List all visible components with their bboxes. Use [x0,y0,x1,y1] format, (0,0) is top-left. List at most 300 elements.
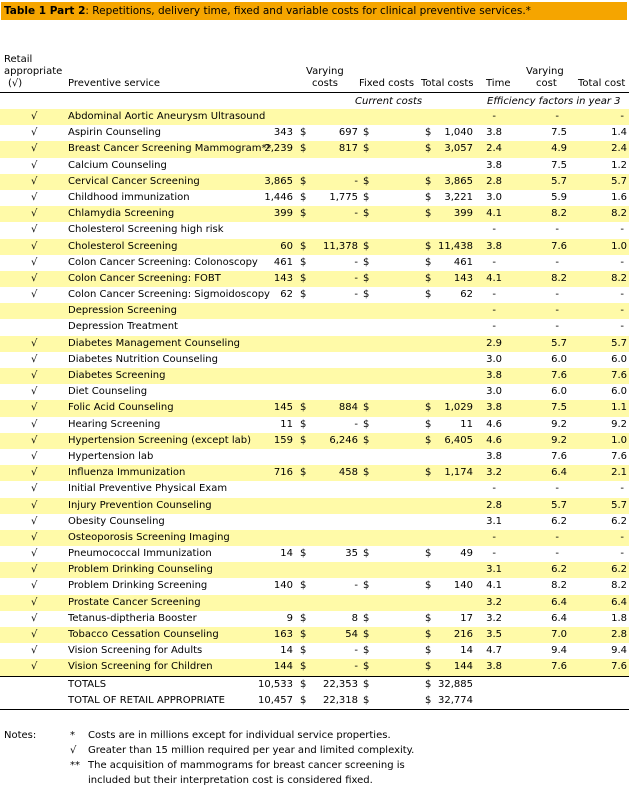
time-factor: - [492,256,496,268]
notes-label: Notes: [4,730,37,741]
total-cost-factor: 6.2 [611,564,627,576]
table-row [0,417,629,433]
note-text: Costs are in millions except for individual service properties. [88,730,391,741]
varying-currency: $ [300,191,307,203]
total-cost-factor: 8.2 [611,580,627,592]
varying-costs: 2,239 [264,143,293,155]
totals-row [0,676,629,693]
total-costs: 143 [453,272,473,284]
varying-costs: 3,865 [264,175,293,187]
time-factor: - [492,483,496,495]
table-row [0,595,629,611]
total-currency: $ [425,434,432,446]
time-factor: 2.9 [486,337,502,349]
retail-check: √ [31,580,38,592]
note-symbol: * [70,730,75,741]
total-cost-factor: 1.4 [611,127,627,139]
service-name: Aspirin Counseling [68,127,161,139]
retail-check: √ [31,289,38,301]
header-fixed-costs: Fixed costs [359,78,415,89]
fixed-currency: $ [363,629,370,640]
total-currency: $ [425,548,432,560]
time-factor: 3.8 [486,159,502,171]
varying-currency: $ [300,402,307,414]
service-name: Cholesterol Screening high risk [68,224,224,236]
time-factor: - [492,111,496,122]
fixed-currency: $ [363,580,370,592]
total-costs: 461 [453,256,473,268]
fixed-costs: - [354,418,358,430]
time-factor: - [492,224,496,236]
varying-cost-factor: 7.5 [551,402,567,414]
table-row [0,190,629,206]
varying-currency: $ [300,434,307,446]
retail-check: √ [31,370,38,381]
table-row [0,530,629,546]
retail-check: √ [31,191,38,203]
note-symbol: ** [70,760,80,771]
varying-costs: 163 [273,629,293,640]
service-name: Folic Acid Counseling [68,402,174,414]
fixed-currency: $ [363,418,370,430]
fixed-costs: - [354,256,358,268]
fixed-currency: $ [363,127,370,139]
varying-cost-factor: 5.7 [551,175,567,187]
varying-cost-factor: 9.2 [551,418,567,430]
total-cost-factor: - [620,548,624,560]
total-currency: $ [425,272,432,284]
total-cost-factor: 7.6 [611,661,627,673]
table-body [0,109,629,710]
varying-cost-factor: 6.2 [551,515,567,527]
total-currency: $ [425,402,432,414]
total-cost-factor: - [620,256,624,268]
service-name: Colon Cancer Screening: FOBT [68,272,221,284]
total-cost-factor: 6.4 [611,596,627,608]
varying-costs: 11 [280,418,293,430]
fixed-currency: $ [363,678,370,690]
varying-currency: $ [300,694,307,706]
time-factor: - [492,531,496,543]
varying-cost-factor: 7.6 [551,240,567,252]
header-varying-cost-line2: cost [536,78,557,89]
total-cost-factor: - [620,321,624,333]
varying-costs: 159 [273,434,293,446]
fixed-currency: $ [363,694,370,706]
table-row [0,255,629,271]
total-cost-factor: 5.7 [611,175,627,187]
varying-currency: $ [300,418,307,430]
time-factor: 3.0 [486,353,502,365]
fixed-costs: 817 [338,143,358,155]
service-name: Problem Drinking Counseling [68,564,213,576]
service-name: Colon Cancer Screening: Sigmoidoscopy [68,289,270,301]
fixed-currency: $ [363,645,370,657]
total-costs: 17 [460,612,473,624]
retail-check: √ [31,337,38,349]
varying-cost-factor: 8.2 [551,580,567,592]
varying-cost-factor: - [555,111,559,122]
varying-cost-factor: 8.2 [551,272,567,284]
service-name: Hypertension Screening (except lab) [68,434,251,446]
varying-cost-factor: 9.2 [551,434,567,446]
varying-cost-factor: - [555,224,559,236]
retail-check: √ [31,596,38,608]
fixed-currency: $ [363,434,370,446]
varying-cost-factor: - [555,321,559,333]
table-row [0,206,629,222]
total-cost-factor: 1.0 [611,240,627,252]
fixed-costs: 35 [345,548,358,560]
retail-check: √ [31,353,38,365]
varying-costs: 10,457 [258,694,293,706]
table-row [0,546,629,562]
time-factor: 2.8 [486,175,502,187]
varying-currency: $ [300,548,307,560]
varying-currency: $ [300,127,307,139]
header-service: Preventive service [68,78,161,89]
varying-cost-factor: 7.6 [551,370,567,381]
varying-cost-factor: 6.0 [551,386,567,398]
note-text: The acquisition of mammograms for breast cancer screening is [88,760,405,771]
fixed-costs: - [354,289,358,301]
total-currency: $ [425,208,432,220]
varying-cost-factor: 6.2 [551,564,567,576]
retail-check: √ [31,612,38,624]
time-factor: 3.2 [486,467,502,479]
varying-cost-factor: - [555,305,559,317]
varying-currency: $ [300,678,307,690]
fixed-costs: 1,775 [329,191,358,203]
note-text: included but their interpretation cost is considered fixed. [88,775,373,786]
table-row [0,303,629,319]
service-name: Pneumococcal Immunization [68,548,212,560]
time-factor: 3.8 [486,127,502,139]
fixed-costs: - [354,661,358,673]
total-cost-factor: - [620,111,624,122]
table-row [0,239,629,255]
time-factor: 3.8 [486,661,502,673]
totals-label: TOTAL OF RETAIL APPROPRIATE [68,694,225,706]
totals-row [0,693,629,709]
fixed-currency: $ [363,240,370,252]
table-row [0,287,629,303]
varying-cost-factor: 6.4 [551,596,567,608]
total-costs: 6,405 [444,434,473,446]
total-costs: 1,174 [444,467,473,479]
header-total-costs: Total costs [421,78,474,89]
note-symbol: √ [70,745,77,756]
header-retail-line1: Retail [4,54,33,65]
table-row [0,562,629,578]
varying-cost-factor: 5.9 [551,191,567,203]
time-factor: 2.8 [486,499,502,511]
time-factor: 3.8 [486,240,502,252]
total-costs: 140 [453,580,473,592]
service-name: Abdominal Aortic Aneurysm Ultrasound [68,111,266,122]
fixed-currency: $ [363,402,370,414]
retail-check: √ [31,224,38,236]
table-row [0,222,629,238]
service-name: Diabetes Screening [68,370,166,381]
retail-check: √ [31,645,38,657]
retail-check: √ [31,661,38,673]
retail-check: √ [31,386,38,398]
service-name: Vision Screening for Children [68,661,213,673]
service-name: Osteoporosis Screening Imaging [68,531,230,543]
service-name: Tobacco Cessation Counseling [68,629,219,640]
total-currency: $ [425,467,432,479]
varying-cost-factor: - [555,289,559,301]
table-title-label: Table 1 Part 2 [4,5,86,17]
fixed-currency: $ [363,272,370,284]
service-name: Diabetes Management Counseling [68,337,241,349]
fixed-costs: 458 [338,467,358,479]
time-factor: 3.0 [486,191,502,203]
varying-currency: $ [300,629,307,640]
time-factor: 3.1 [486,564,502,576]
varying-cost-factor: - [555,548,559,560]
time-factor: 3.8 [486,402,502,414]
total-cost-factor: 8.2 [611,208,627,220]
retail-check: √ [31,418,38,430]
total-cost-factor: 9.2 [611,418,627,430]
fixed-costs: - [354,175,358,187]
service-name: Childhood immunization [68,191,190,203]
retail-check: √ [31,402,38,414]
table-row [0,109,629,125]
service-name: Influenza Immunization [68,467,186,479]
time-factor: 2.4 [486,143,502,155]
total-cost-factor: 6.2 [611,515,627,527]
fixed-costs: - [354,208,358,220]
total-currency: $ [425,256,432,268]
total-currency: $ [425,289,432,301]
service-name: Tetanus-diptheria Booster [68,612,197,624]
varying-cost-factor: 7.0 [551,629,567,640]
fixed-costs: - [354,645,358,657]
note-text: Greater than 15 million required per year and limited complexity. [88,745,415,756]
varying-costs: 62 [280,289,293,301]
header-varying-cost-line1: Varying [526,66,564,77]
total-currency: $ [425,191,432,203]
total-costs: 3,865 [444,175,473,187]
total-costs: 399 [453,208,473,220]
varying-cost-factor: 7.6 [551,450,567,462]
varying-currency: $ [300,467,307,479]
time-factor: - [492,321,496,333]
total-cost-factor: 1.0 [611,434,627,446]
varying-costs: 1,446 [264,191,293,203]
header-time: Time [486,78,511,89]
fixed-currency: $ [363,143,370,155]
varying-currency: $ [300,661,307,673]
total-cost-factor: 8.2 [611,272,627,284]
fixed-currency: $ [363,208,370,220]
table-row [0,433,629,449]
retail-check: √ [31,256,38,268]
total-currency: $ [425,612,432,624]
service-name: Vision Screening for Adults [68,645,203,657]
header-efficiency: Efficiency factors in year 3 [487,96,621,107]
time-factor: 4.1 [486,208,502,220]
varying-costs: 399 [273,208,293,220]
total-cost-factor: 2.4 [611,143,627,155]
retail-check: √ [31,450,38,462]
varying-currency: $ [300,645,307,657]
varying-currency: $ [300,240,307,252]
varying-cost-factor: 5.7 [551,499,567,511]
retail-check: √ [31,159,38,171]
fixed-costs: 8 [351,612,358,624]
fixed-currency: $ [363,467,370,479]
table-row [0,158,629,174]
table-row [0,578,629,594]
retail-check: √ [31,564,38,576]
retail-check: √ [31,240,38,252]
total-currency: $ [425,143,432,155]
total-currency: $ [425,418,432,430]
total-cost-factor: - [620,483,624,495]
service-name: Hypertension lab [68,450,154,462]
table-row [0,611,629,627]
time-factor: - [492,548,496,560]
total-cost-factor: 1.8 [611,612,627,624]
total-cost-factor: 1.1 [611,402,627,414]
retail-check: √ [31,629,38,640]
service-name: Cholesterol Screening [68,240,178,252]
total-costs: 62 [460,289,473,301]
fixed-costs: 884 [338,402,358,414]
service-name: Injury Prevention Counseling [68,499,212,511]
total-cost-factor: 6.0 [611,386,627,398]
table-row [0,449,629,465]
totals-label: TOTALS [68,678,107,690]
total-currency: $ [425,661,432,673]
retail-check: √ [31,548,38,560]
retail-check: √ [31,434,38,446]
table-row [0,125,629,141]
total-costs: 14 [460,645,473,657]
total-costs: 11,438 [438,240,473,252]
varying-currency: $ [300,143,307,155]
service-name: Diet Counseling [68,386,148,398]
time-factor: 3.1 [486,515,502,527]
service-name: Initial Preventive Physical Exam [68,483,228,495]
fixed-costs: 22,318 [323,694,358,706]
header-retail-line3: (√) [8,78,23,89]
total-costs: 216 [453,629,473,640]
table-bottom-border [0,709,629,710]
time-factor: 4.1 [486,272,502,284]
time-factor: 3.8 [486,370,502,381]
total-cost-factor: 2.1 [611,467,627,479]
retail-check: √ [31,111,38,122]
table-row [0,498,629,514]
retail-check: √ [31,515,38,527]
table-title [1,2,627,20]
table-row [0,384,629,400]
time-factor: 3.5 [486,629,502,640]
time-factor: 3.0 [486,386,502,398]
fixed-costs: 6,246 [329,434,358,446]
total-currency: $ [425,580,432,592]
fixed-currency: $ [363,256,370,268]
retail-check: √ [31,499,38,511]
time-factor: 4.1 [486,580,502,592]
retail-check: √ [31,127,38,139]
varying-cost-factor: 7.5 [551,159,567,171]
time-factor: 4.7 [486,645,502,657]
table-row [0,643,629,659]
varying-currency: $ [300,272,307,284]
retail-check: √ [31,531,38,543]
total-costs: 1,040 [444,127,473,139]
total-costs: 11 [460,418,473,430]
varying-cost-factor: 5.7 [551,337,567,349]
table-row [0,352,629,368]
varying-costs: 14 [280,645,293,657]
service-name: Prostate Cancer Screening [68,596,201,608]
header-varying-line1: Varying [306,66,344,77]
varying-currency: $ [300,175,307,187]
time-factor: 4.6 [486,418,502,430]
total-cost-factor: - [620,531,624,543]
total-cost-factor: 2.8 [611,629,627,640]
varying-costs: 716 [273,467,293,479]
table-row [0,465,629,481]
fixed-costs: 697 [338,127,358,139]
fixed-costs: 11,378 [323,240,358,252]
total-cost-factor: 7.6 [611,370,627,381]
total-costs: 32,885 [438,678,473,690]
varying-costs: 143 [273,272,293,284]
retail-check: √ [31,467,38,479]
service-name: Cervical Cancer Screening [68,175,200,187]
total-costs: 3,221 [444,191,473,203]
service-name: Colon Cancer Screening: Colonoscopy [68,256,258,268]
service-name: Chlamydia Screening [68,208,175,220]
total-currency: $ [425,240,432,252]
total-currency: $ [425,645,432,657]
fixed-costs: - [354,580,358,592]
table-row [0,141,629,157]
fixed-costs: 22,353 [323,678,358,690]
service-name: Depression Screening [68,305,177,317]
service-name: Breast Cancer Screening Mammogram** [68,143,272,155]
table-row [0,174,629,190]
varying-currency: $ [300,208,307,220]
retail-check: √ [31,483,38,495]
total-cost-factor: 9.4 [611,645,627,657]
table-row [0,368,629,384]
varying-currency: $ [300,289,307,301]
header-current-costs: Current costs [355,96,423,107]
table-row [0,271,629,287]
header-retail-line2: appropriate [4,66,63,77]
varying-currency: $ [300,580,307,592]
varying-costs: 60 [280,240,293,252]
retail-check: √ [31,143,38,155]
time-factor: 3.2 [486,596,502,608]
table-row [0,627,629,643]
header-total-cost: Total cost [578,78,626,89]
varying-cost-factor: - [555,483,559,495]
retail-check: √ [31,272,38,284]
total-costs: 144 [453,661,473,673]
varying-costs: 343 [273,127,293,139]
service-name: Diabetes Nutrition Counseling [68,353,218,365]
